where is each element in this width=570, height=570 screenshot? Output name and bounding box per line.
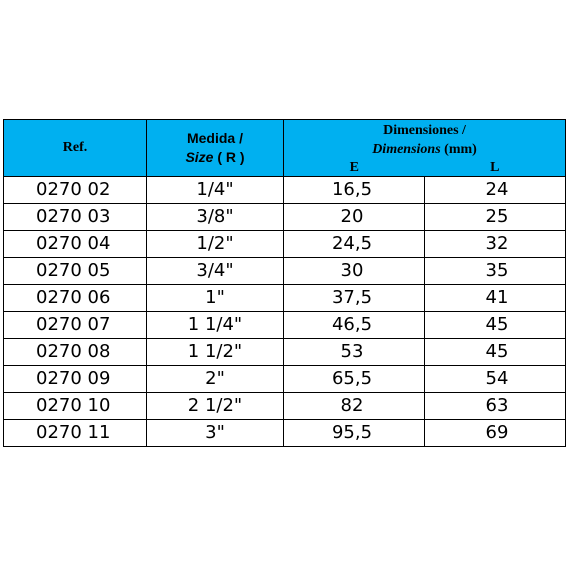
table-row [4,365,566,392]
ref-cell: 0270 11 [4,419,147,446]
ref-cell: 0270 02 [4,176,147,203]
l-cell: 69 [425,419,566,446]
header-size-line1: Medida / [186,129,243,146]
size-cell: 3/8" [147,203,284,230]
header-dimensions-italic: Dimensions [372,141,441,157]
size-cell: 1/4" [147,176,284,203]
header-size-italic: Size [185,148,214,165]
table-row [4,203,566,230]
e-cell: 82 [284,392,425,419]
size-cell: 3/4" [147,257,284,284]
ref-cell: 0270 07 [4,311,147,338]
table-header [4,120,566,177]
header-col-l: L [425,160,566,177]
header-ref: Ref. [4,120,147,177]
ref-cell: 0270 03 [4,203,147,230]
ref-cell: 0270 06 [4,284,147,311]
ref-cell: 0270 10 [4,392,147,419]
l-cell: 54 [425,365,566,392]
l-cell: 32 [425,230,566,257]
e-cell: 24,5 [284,230,425,257]
size-cell: 3" [147,419,284,446]
header-dimensions-line1: Dimensiones / [383,122,466,138]
header-size [147,120,284,177]
table-row [4,176,566,203]
e-cell: 95,5 [284,419,425,446]
size-cell: 1" [147,284,284,311]
size-cell: 1/2" [147,230,284,257]
header-size-rest: ( R ) [213,148,245,165]
l-cell: 45 [425,338,566,365]
l-cell: 24 [425,176,566,203]
e-cell: 20 [284,203,425,230]
size-cell: 2" [147,365,284,392]
header-col-e: E [284,160,425,177]
table-body [4,176,566,446]
table-row [4,230,566,257]
e-cell: 37,5 [284,284,425,311]
ref-cell: 0270 04 [4,230,147,257]
l-cell: 45 [425,311,566,338]
l-cell: 35 [425,257,566,284]
header-dimensions [284,120,566,160]
ref-cell: 0270 05 [4,257,147,284]
table-row [4,284,566,311]
ref-cell: 0270 09 [4,365,147,392]
table-row [4,419,566,446]
table-row [4,338,566,365]
size-cell: 1 1/2" [147,338,284,365]
l-cell: 41 [425,284,566,311]
size-cell: 2 1/2" [147,392,284,419]
dimensions-table [3,119,566,447]
header-dimensions-rest: (mm) [440,141,477,157]
e-cell: 65,5 [284,365,425,392]
l-cell: 63 [425,392,566,419]
e-cell: 30 [284,257,425,284]
table-row [4,257,566,284]
l-cell: 25 [425,203,566,230]
ref-cell: 0270 08 [4,338,147,365]
e-cell: 46,5 [284,311,425,338]
table-row [4,311,566,338]
size-cell: 1 1/4" [147,311,284,338]
e-cell: 53 [284,338,425,365]
table-row [4,392,566,419]
e-cell: 16,5 [284,176,425,203]
